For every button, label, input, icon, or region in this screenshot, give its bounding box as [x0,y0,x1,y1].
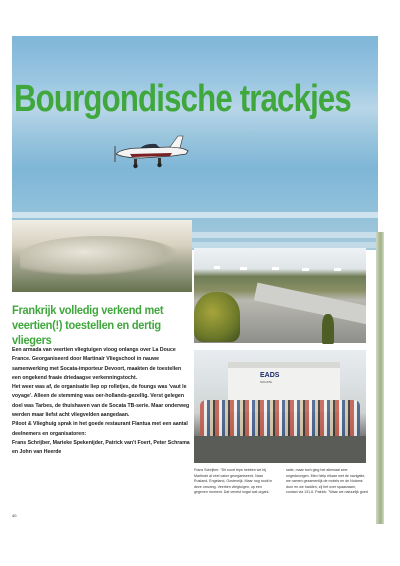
airplane-illustration [112,134,192,174]
dune-shape [20,236,180,276]
article-body [12,346,190,458]
parked-plane [214,266,220,269]
hangar-sign: EADS [260,372,280,379]
page-edge-strip [376,232,384,524]
group-of-people [200,400,360,436]
runway [254,283,366,332]
body-paragraph: Piloot & Vlieghuig sprak in het goede restaurant Flantua met een aantal deelnemers en organisatoren: [12,421,188,437]
parked-plane [302,268,309,271]
parked-plane [334,268,341,271]
tree [194,292,240,342]
cypress-tree [322,314,334,344]
group-photo [194,350,366,463]
page-number: 40 [12,513,17,518]
parked-plane [272,267,279,270]
body-paragraph: Het weer was af, de organisatie liep op rolletjes, de foungs was 'vaut le voyage'. Alleen de stemming was oer-hollands-gezellig. Verst gelegen doel was Tarbes, de thuishaven van de Socata TB-serie. Maar onderweg werden maar liefst acht vliegvelden aangedaan. [12,384,190,419]
hangar-sign-sub: SOCATA [260,380,272,384]
article-title: Bourgondische trackjes [14,78,351,120]
tarmac [194,436,366,463]
caption-column-1: Frans Schrijber: "Dit soort trips hebben we bij Martinair al veel vaker georganiseerd. Naar Rusland, Engeland, Oostenrijk. Maar nog nooit in deze omvang. Veertien vliegtuigen, op een gegeven moment. Dat vereist nogal wat organi- [194,468,273,495]
sea-wave [12,212,378,218]
body-paragraph: Een armada van veertien vliegtuigen vloog onlangs over La Douce France. Georganiseerd door Martinair Vliegschool in nauwe samenwerking met Socata-importeur Devoort, maakten de toestellen een ongekend fraaie driedaagse verkenningstocht. [12,347,182,381]
article-subtitle: Frankrijk volledig verkend met veertien(!) toestellen en dertig vliegers [12,303,164,347]
parked-plane [240,267,247,270]
body-paragraph: Frans Schrijber, Marieke Spekenijder, Patrick van't Foert, Peter Schrama en John van Heerde [12,439,190,456]
caption-column-2: satie, maar toch ging het allemaal zeer ongedwongen. Men hielp elkaar met de navigatie, we namen gezamenlijk de motels en de Notams door en we hadden, zij het over spaarzaam, contact via 131.6. Patrick: "Waar we natuurlijk goed [286,468,368,495]
hero-photo [12,36,378,250]
